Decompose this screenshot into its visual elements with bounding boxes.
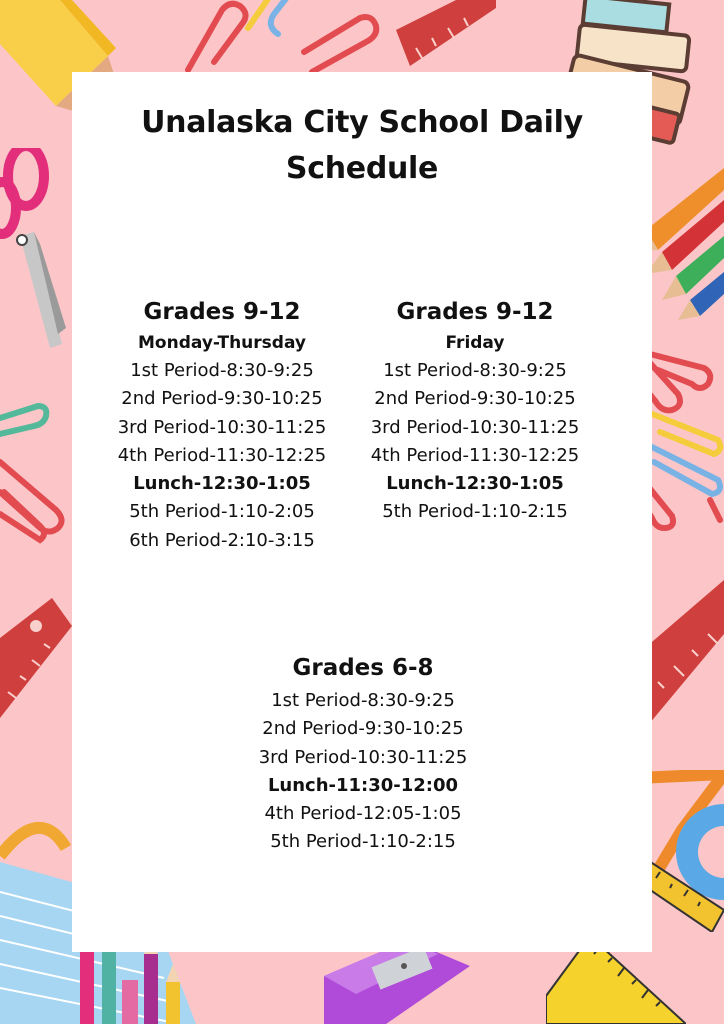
- paperclip-icon: [0, 396, 74, 546]
- period-row: 5th Period-1:10-2:05: [129, 501, 315, 523]
- title-line-2: Schedule: [285, 151, 439, 186]
- period-row: 4th Period-11:30-12:25: [370, 444, 580, 466]
- ruler-icon: [396, 0, 496, 68]
- grade-heading: Grades 9-12: [396, 299, 554, 325]
- grade-heading: Grades 9-12: [143, 299, 301, 325]
- schedule-grades-6-8: [232, 651, 494, 857]
- schedule-card: [72, 72, 652, 952]
- period-row: 3rd Period-10:30-11:25: [370, 416, 580, 438]
- title-line-1: Unalaska City School Daily: [141, 105, 583, 140]
- period-row: 1st Period-8:30-9:25: [383, 360, 567, 381]
- lunch-row: Lunch-12:30-1:05: [133, 473, 311, 495]
- scissors-icon: [0, 148, 80, 348]
- ruler-icon: [0, 598, 72, 718]
- lunch-row: Lunch-12:30-1:05: [386, 473, 564, 495]
- days-subheading: Monday-Thursday: [138, 333, 306, 353]
- schedule-grades-9-12-friday: [344, 295, 606, 527]
- period-row: 1st Period-8:30-9:25: [130, 360, 314, 381]
- period-row: 5th Period-1:10-2:15: [270, 831, 456, 853]
- lunch-row: Lunch-11:30-12:00: [267, 774, 459, 796]
- schedule-grades-9-12-mon-thu: [92, 295, 352, 555]
- period-row: 1st Period-8:30-9:25: [271, 690, 455, 711]
- period-row: 4th Period-12:05-1:05: [264, 803, 462, 825]
- period-row: 3rd Period-10:30-11:25: [117, 416, 327, 438]
- page-title: [72, 100, 652, 192]
- period-row: 3rd Period-10:30-11:25: [258, 746, 468, 768]
- period-row: 4th Period-11:30-12:25: [117, 444, 327, 466]
- period-row: 2nd Period-9:30-10:25: [121, 388, 323, 410]
- period-row: 6th Period-2:10-3:15: [129, 529, 315, 551]
- period-row: 5th Period-1:10-2:15: [382, 501, 568, 523]
- period-row: 2nd Period-9:30-10:25: [374, 388, 576, 410]
- grade-heading: Grades 6-8: [292, 655, 434, 681]
- period-row: 2nd Period-9:30-10:25: [262, 718, 464, 740]
- paperclip-icon: [170, 0, 380, 75]
- days-subheading: Friday: [445, 333, 505, 353]
